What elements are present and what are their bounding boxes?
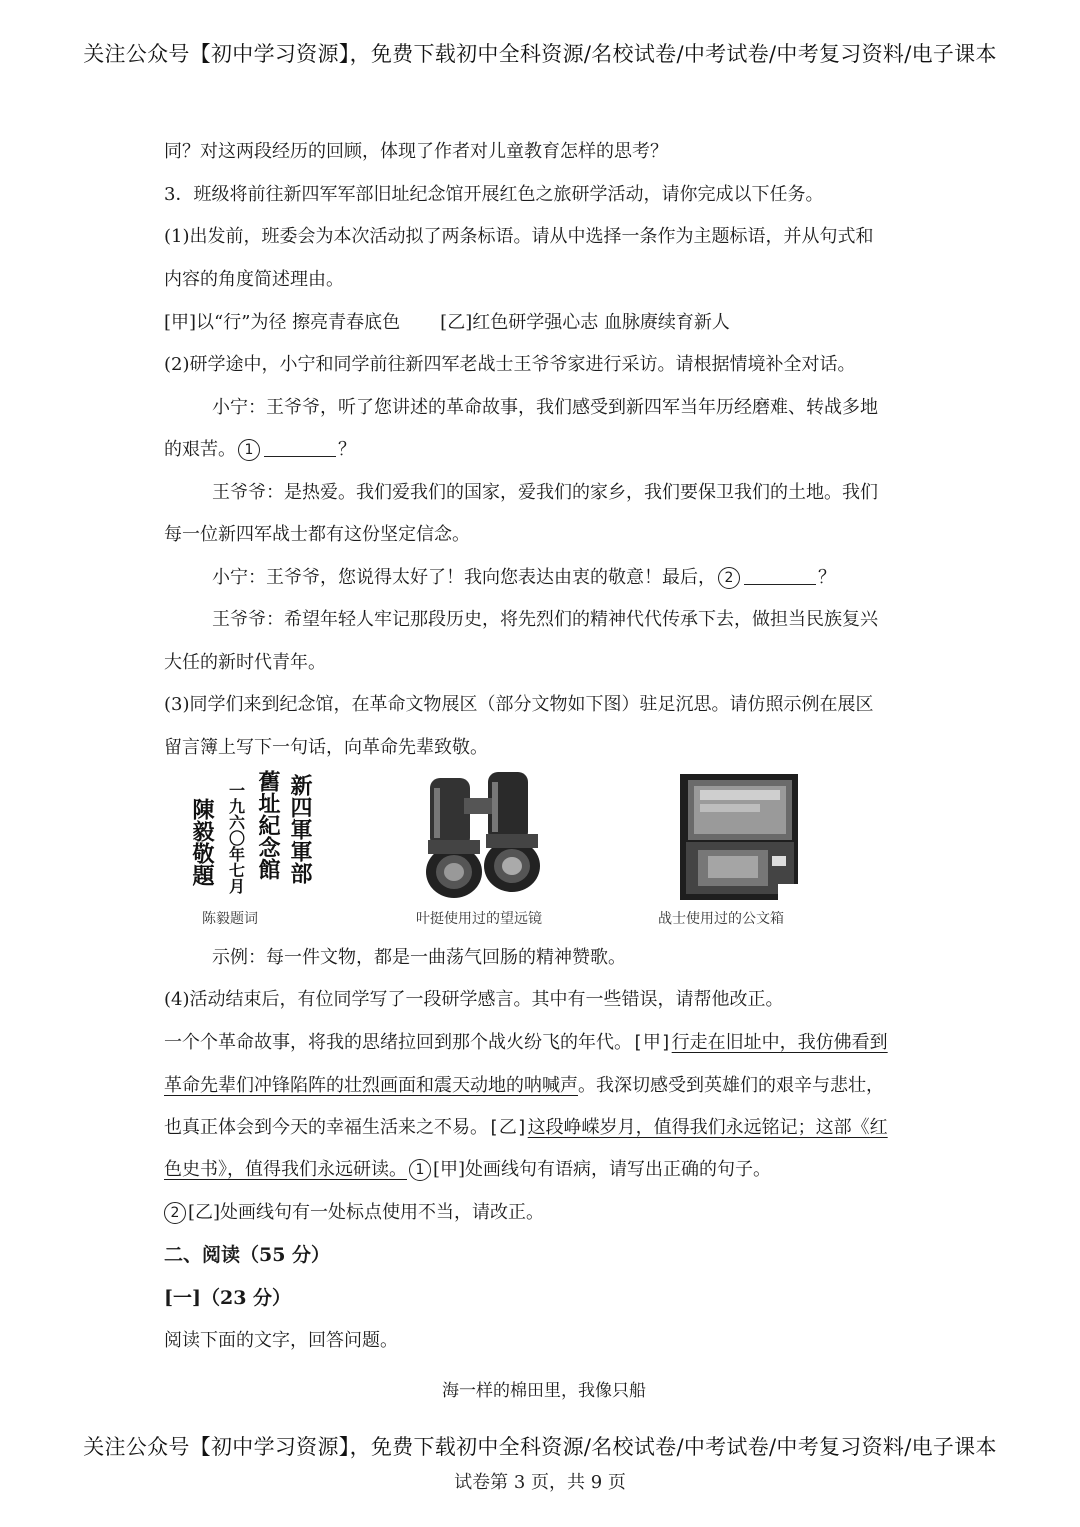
reading-instruction: 阅读下面的文字，回答问题。 (164, 1330, 398, 1351)
essay-line: 色史书》，值得我们永远研读。 1 [甲]处画线句有语病，请写出正确的句子。 (164, 1159, 772, 1180)
text-line: 留言簿上写下一句话，向革命先辈致敬。 (164, 737, 488, 758)
dialogue-xiaoning-1: 小宁：王爷爷，听了您讲述的革命故事，我们感受到新四军当年历经磨难、转战多地 (212, 397, 878, 418)
dialogue-blank-1: 的艰苦。 1 ？ (164, 439, 356, 460)
text-line: 大任的新时代青年。 (164, 652, 326, 673)
dialogue-xiaoning-2: 小宁：王爷爷，您说得太好了！我向您表达由衷的敬意！最后， 2 ？ (212, 567, 836, 588)
essay-line: 也真正体会到今天的幸福生活来之不易。[乙]这段峥嵘岁月，值得我们永远铭记；这部《红 (164, 1117, 888, 1138)
dialogue-wang-2: 王爷爷：希望年轻人牢记那段历史，将先烈们的精神代代传承下去，做担当民族复兴 (212, 609, 878, 630)
sub-question: 2 [乙]处画线句有一处标点使用不当，请改正。 (164, 1201, 544, 1225)
calligraphy-image (182, 768, 322, 900)
underlined-sentence-yi: 色史书》，值得我们永远研读。 (164, 1159, 407, 1180)
dialogue-wang-1: 王爷爷：是热爱。我们爱我们的国家，爱我们的家乡，我们要保卫我们的土地。我们 (212, 482, 878, 503)
subsection-heading: [一]（23 分） (164, 1287, 292, 1309)
question-3-title: 3．班级将前往新四军军部旧址纪念馆开展红色之旅研学活动，请你完成以下任务。 (164, 184, 824, 205)
caption-briefcase: 战士使用过的公文箱 (658, 911, 784, 927)
page-number: 试卷第 3 页，共 9 页 (454, 1472, 626, 1493)
circled-number: 1 (238, 439, 260, 461)
section-heading: 二、阅读（55 分） (164, 1244, 331, 1266)
underlined-sentence-yi: 这段峥嵘岁月，值得我们永远铭记；这部《红 (527, 1117, 888, 1138)
text-line: 内容的角度简述理由。 (164, 269, 344, 290)
answer-blank[interactable] (744, 566, 816, 585)
header-banner: 关注公众号【初中学习资源】，免费下载初中全科资源/名校试卷/中考试卷/中考复习资料/电子课本 (83, 42, 997, 66)
slogans (164, 311, 730, 335)
text-line: 每一位新四军战士都有这份坚定信念。 (164, 524, 470, 545)
calligraphy-col: 一九六〇年七月 (226, 782, 246, 894)
underlined-sentence-jia: 行走在旧址中，我仿佛看到 (671, 1032, 888, 1053)
example-sentence: 示例：每一件文物，都是一曲荡气回肠的精神赞歌。 (212, 947, 626, 968)
task-4: (4)活动结束后，有位同学写了一段研学感言。其中有一些错误，请帮他改正。 (164, 989, 784, 1010)
caption-binoculars: 叶挺使用过的望远镜 (416, 911, 542, 927)
passage-title: 海一样的棉田里，我像只船 (442, 1381, 646, 1401)
slogan-jia: [甲]以“行”为径 擦亮青春底色 (164, 312, 401, 333)
task-1: (1)出发前，班委会为本次活动拟了两条标语。请从中选择一条作为主题标语，并从句式和 (164, 226, 874, 247)
circled-number: 2 (718, 567, 740, 589)
task-3: (3)同学们来到纪念馆，在革命文物展区（部分文物如下图）驻足沉思。请仿照示例在展区 (164, 694, 874, 715)
underlined-sentence-jia: 革命先辈们冲锋陷阵的壮烈画面和震天动地的呐喊声 (164, 1075, 578, 1096)
binoculars-icon (420, 768, 550, 908)
task-2: (2)研学途中，小宁和同学前往新四军老战士王爷爷家进行采访。请根据情境补全对话。 (164, 354, 856, 375)
slogan-yi: [乙]红色研学强心志 血脉赓续育新人 (440, 312, 730, 333)
briefcase-icon (678, 772, 802, 908)
circled-number: 2 (164, 1202, 186, 1224)
circled-number: 1 (409, 1159, 431, 1181)
calligraphy-col: 陳毅敬題 (189, 798, 215, 886)
caption-calligraphy: 陈毅题词 (202, 911, 258, 927)
calligraphy-col: 舊址紀念館 (255, 770, 281, 880)
answer-blank[interactable] (264, 438, 336, 457)
text-line: 同？对这两段经历的回顾，体现了作者对儿童教育怎样的思考？ (164, 141, 668, 162)
calligraphy-col: 新四軍軍部 (287, 774, 313, 884)
footer-banner: 关注公众号【初中学习资源】，免费下载初中全科资源/名校试卷/中考试卷/中考复习资料/电子课本 (83, 1435, 997, 1459)
essay-line: 一个个革命故事，将我的思绪拉回到那个战火纷飞的年代。[甲]行走在旧址中，我仿佛看到 (164, 1032, 888, 1053)
essay-line: 革命先辈们冲锋陷阵的壮烈画面和震天动地的呐喊声。我深切感受到英雄们的艰辛与悲壮， (164, 1075, 884, 1096)
